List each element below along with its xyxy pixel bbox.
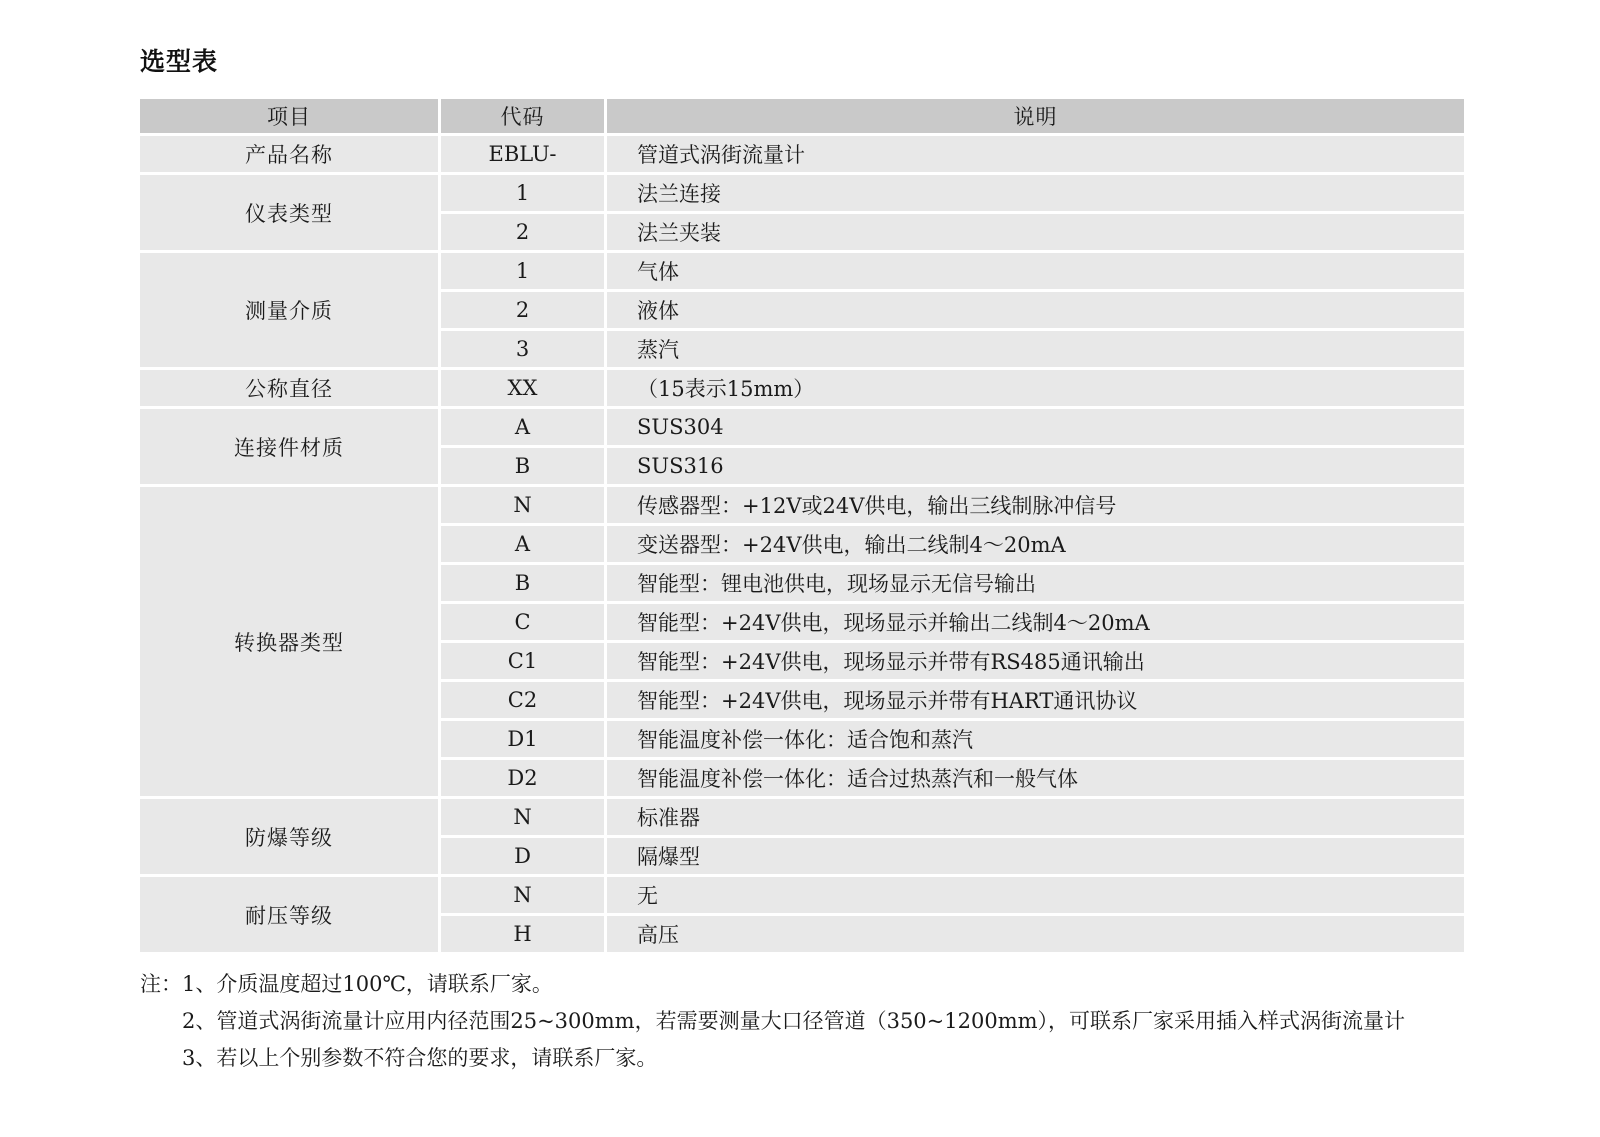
table-row <box>140 877 1464 913</box>
table-body <box>140 136 1464 952</box>
notes <box>140 966 1405 1077</box>
desc-cell: （15表示15mm） <box>607 370 1464 406</box>
table-row <box>140 175 1464 211</box>
desc-cell: 管道式涡街流量计 <box>607 136 1464 172</box>
code-cell: C <box>441 604 604 640</box>
header-code: 代码 <box>441 99 604 133</box>
note-line-2: 2、管道式涡街流量计应用内径范围25~300mm，若需要测量大口径管道（350~1200mm），可联系厂家采用插入样式涡街流量计 <box>182 1009 1406 1033</box>
code-cell: A <box>441 526 604 562</box>
table-row <box>140 370 1464 406</box>
code-cell: D2 <box>441 760 604 796</box>
code-cell: D <box>441 838 604 874</box>
header-item: 项目 <box>140 99 438 133</box>
header-desc: 说明 <box>607 99 1464 133</box>
item-cell: 测量介质 <box>140 253 438 367</box>
item-cell: 耐压等级 <box>140 877 438 952</box>
code-cell: 1 <box>441 175 604 211</box>
code-cell: N <box>441 877 604 913</box>
desc-cell: 变送器型：+24V供电，输出二线制4～20mA <box>607 526 1464 562</box>
selection-table <box>137 96 1467 955</box>
note-line-1: 注：1、介质温度超过100℃，请联系厂家。 <box>140 972 553 996</box>
item-cell: 仪表类型 <box>140 175 438 250</box>
desc-cell: 传感器型：+12V或24V供电，输出三线制脉冲信号 <box>607 487 1464 523</box>
note-line-3: 3、若以上个别参数不符合您的要求，请联系厂家。 <box>182 1046 658 1070</box>
desc-cell: SUS316 <box>607 448 1464 484</box>
desc-cell: 法兰连接 <box>607 175 1464 211</box>
desc-cell: 法兰夹装 <box>607 214 1464 250</box>
item-cell: 转换器类型 <box>140 487 438 796</box>
table-header-row <box>140 99 1464 133</box>
desc-cell: 智能型：+24V供电，现场显示并带有HART通讯协议 <box>607 682 1464 718</box>
desc-cell: 智能型：+24V供电，现场显示并输出二线制4～20mA <box>607 604 1464 640</box>
desc-cell: 高压 <box>607 916 1464 952</box>
code-cell: 1 <box>441 253 604 289</box>
desc-cell: 气体 <box>607 253 1464 289</box>
code-cell: 2 <box>441 214 604 250</box>
desc-cell: 隔爆型 <box>607 838 1464 874</box>
desc-cell: 智能型：+24V供电，现场显示并带有RS485通讯输出 <box>607 643 1464 679</box>
code-cell: EBLU- <box>441 136 604 172</box>
code-cell: C1 <box>441 643 604 679</box>
code-cell: N <box>441 487 604 523</box>
table-row <box>140 487 1464 523</box>
table-row <box>140 136 1464 172</box>
item-cell: 防爆等级 <box>140 799 438 874</box>
item-cell: 公称直径 <box>140 370 438 406</box>
table-row <box>140 253 1464 289</box>
table-row <box>140 799 1464 835</box>
code-cell: D1 <box>441 721 604 757</box>
item-cell: 连接件材质 <box>140 409 438 484</box>
desc-cell: SUS304 <box>607 409 1464 445</box>
code-cell: B <box>441 448 604 484</box>
desc-cell: 智能温度补偿一体化：适合饱和蒸汽 <box>607 721 1464 757</box>
item-cell: 产品名称 <box>140 136 438 172</box>
code-cell: 3 <box>441 331 604 367</box>
code-cell: XX <box>441 370 604 406</box>
code-cell: B <box>441 565 604 601</box>
page-title: 选型表 <box>140 47 219 76</box>
desc-cell: 蒸汽 <box>607 331 1464 367</box>
code-cell: C2 <box>441 682 604 718</box>
code-cell: N <box>441 799 604 835</box>
code-cell: A <box>441 409 604 445</box>
desc-cell: 标准器 <box>607 799 1464 835</box>
table-row <box>140 409 1464 445</box>
code-cell: H <box>441 916 604 952</box>
desc-cell: 无 <box>607 877 1464 913</box>
desc-cell: 智能温度补偿一体化：适合过热蒸汽和一般气体 <box>607 760 1464 796</box>
code-cell: 2 <box>441 292 604 328</box>
desc-cell: 液体 <box>607 292 1464 328</box>
desc-cell: 智能型：锂电池供电，现场显示无信号输出 <box>607 565 1464 601</box>
